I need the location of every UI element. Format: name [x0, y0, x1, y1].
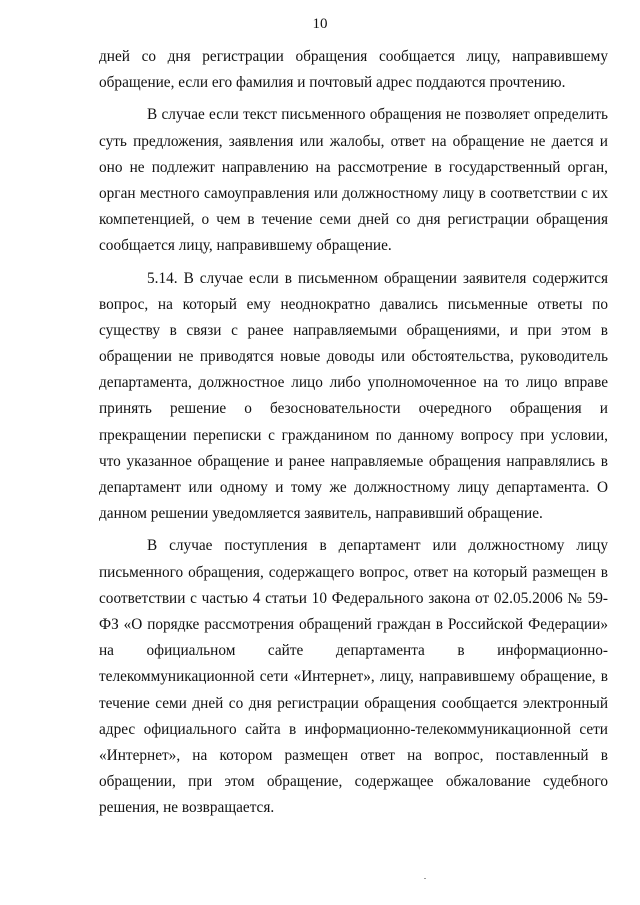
- text-line: обращение, если его фамилия и почтовый адрес поддаются прочтению.: [99, 74, 566, 92]
- text-line: принять решение о безосновательности очередного обращения и: [99, 400, 608, 418]
- text-line: на официальном сайте департамента в информационно-: [99, 642, 608, 660]
- text-line: телекоммуникационной сети «Интернет», лицу, направившему обращение, в: [99, 668, 608, 686]
- page-number: 10: [312, 16, 328, 32]
- text-line: «Интернет», на котором размещен ответ на вопрос, поставленный в: [99, 746, 608, 764]
- text-line: обращении, при этом обращение, содержащее обжалование судебного: [99, 773, 608, 791]
- text-line: оно не подлежит направлению на рассмотрение в государственный орган,: [99, 158, 608, 176]
- text-line: департамент или одному и тому же должностному лицу департамента. О: [99, 479, 608, 496]
- paragraph: [99, 266, 608, 528]
- text-line: ФЗ «О порядке рассмотрения обращений граждан в Российской Федерации»: [99, 615, 608, 633]
- document-body: [99, 44, 608, 821]
- text-line: соответствии с частью 4 статьи 10 Федерального закона от 02.05.2006 № 59-: [99, 589, 608, 607]
- text-line: 5.14. В случае если в письменном обращении заявителя содержится: [147, 269, 608, 287]
- text-line: суть предложения, заявления или жалобы, ответ на обращение не дается и: [99, 132, 608, 150]
- text-line: В случае поступления в департамент или должностному лицу: [147, 537, 608, 555]
- text-line: прекращении переписки с гражданином по данному вопросу при условии,: [99, 426, 608, 444]
- text-line: сообщается лицу, направившему обращение.: [99, 237, 392, 255]
- text-line: вопрос, на который ему неоднократно давались письменные ответы по: [99, 295, 608, 313]
- text-line: решения, не возвращается.: [99, 799, 275, 817]
- scan-speck: [424, 878, 426, 879]
- text-line: существу в связи с ранее направляемыми обращениями, и при этом в: [99, 321, 608, 339]
- text-line: течение семи дней со дня регистрации обращения сообщается электронный: [99, 694, 608, 712]
- paragraph: [99, 102, 608, 259]
- paragraph: [99, 44, 608, 96]
- text-line: обращении не приводятся новые доводы или обстоятельства, руководитель: [99, 348, 608, 366]
- text-line: компетенцией, о чем в течение семи дней со дня регистрации обращения: [99, 211, 608, 229]
- text-line: что указанное обращение и ранее направляемые обращения направлялись в: [99, 452, 608, 470]
- text-line: орган местного самоуправления или должностному лицу в соответствии с их: [99, 184, 608, 202]
- text-line: дней со дня регистрации обращения сообщается лицу, направившему: [99, 48, 608, 65]
- text-line: В случае если текст письменного обращения не позволяет определить: [147, 106, 608, 124]
- text-line: письменного обращения, содержащего вопрос, ответ на который размещен в: [99, 563, 608, 581]
- text-line: адрес официального сайта в информационно-телекоммуникационной сети: [99, 720, 608, 738]
- text-line: департамента, должностное лицо либо уполномоченное на то лицо вправе: [99, 374, 608, 392]
- text-line: данном решении уведомляется заявитель, направивший обращение.: [99, 505, 543, 523]
- paragraph: [99, 533, 608, 821]
